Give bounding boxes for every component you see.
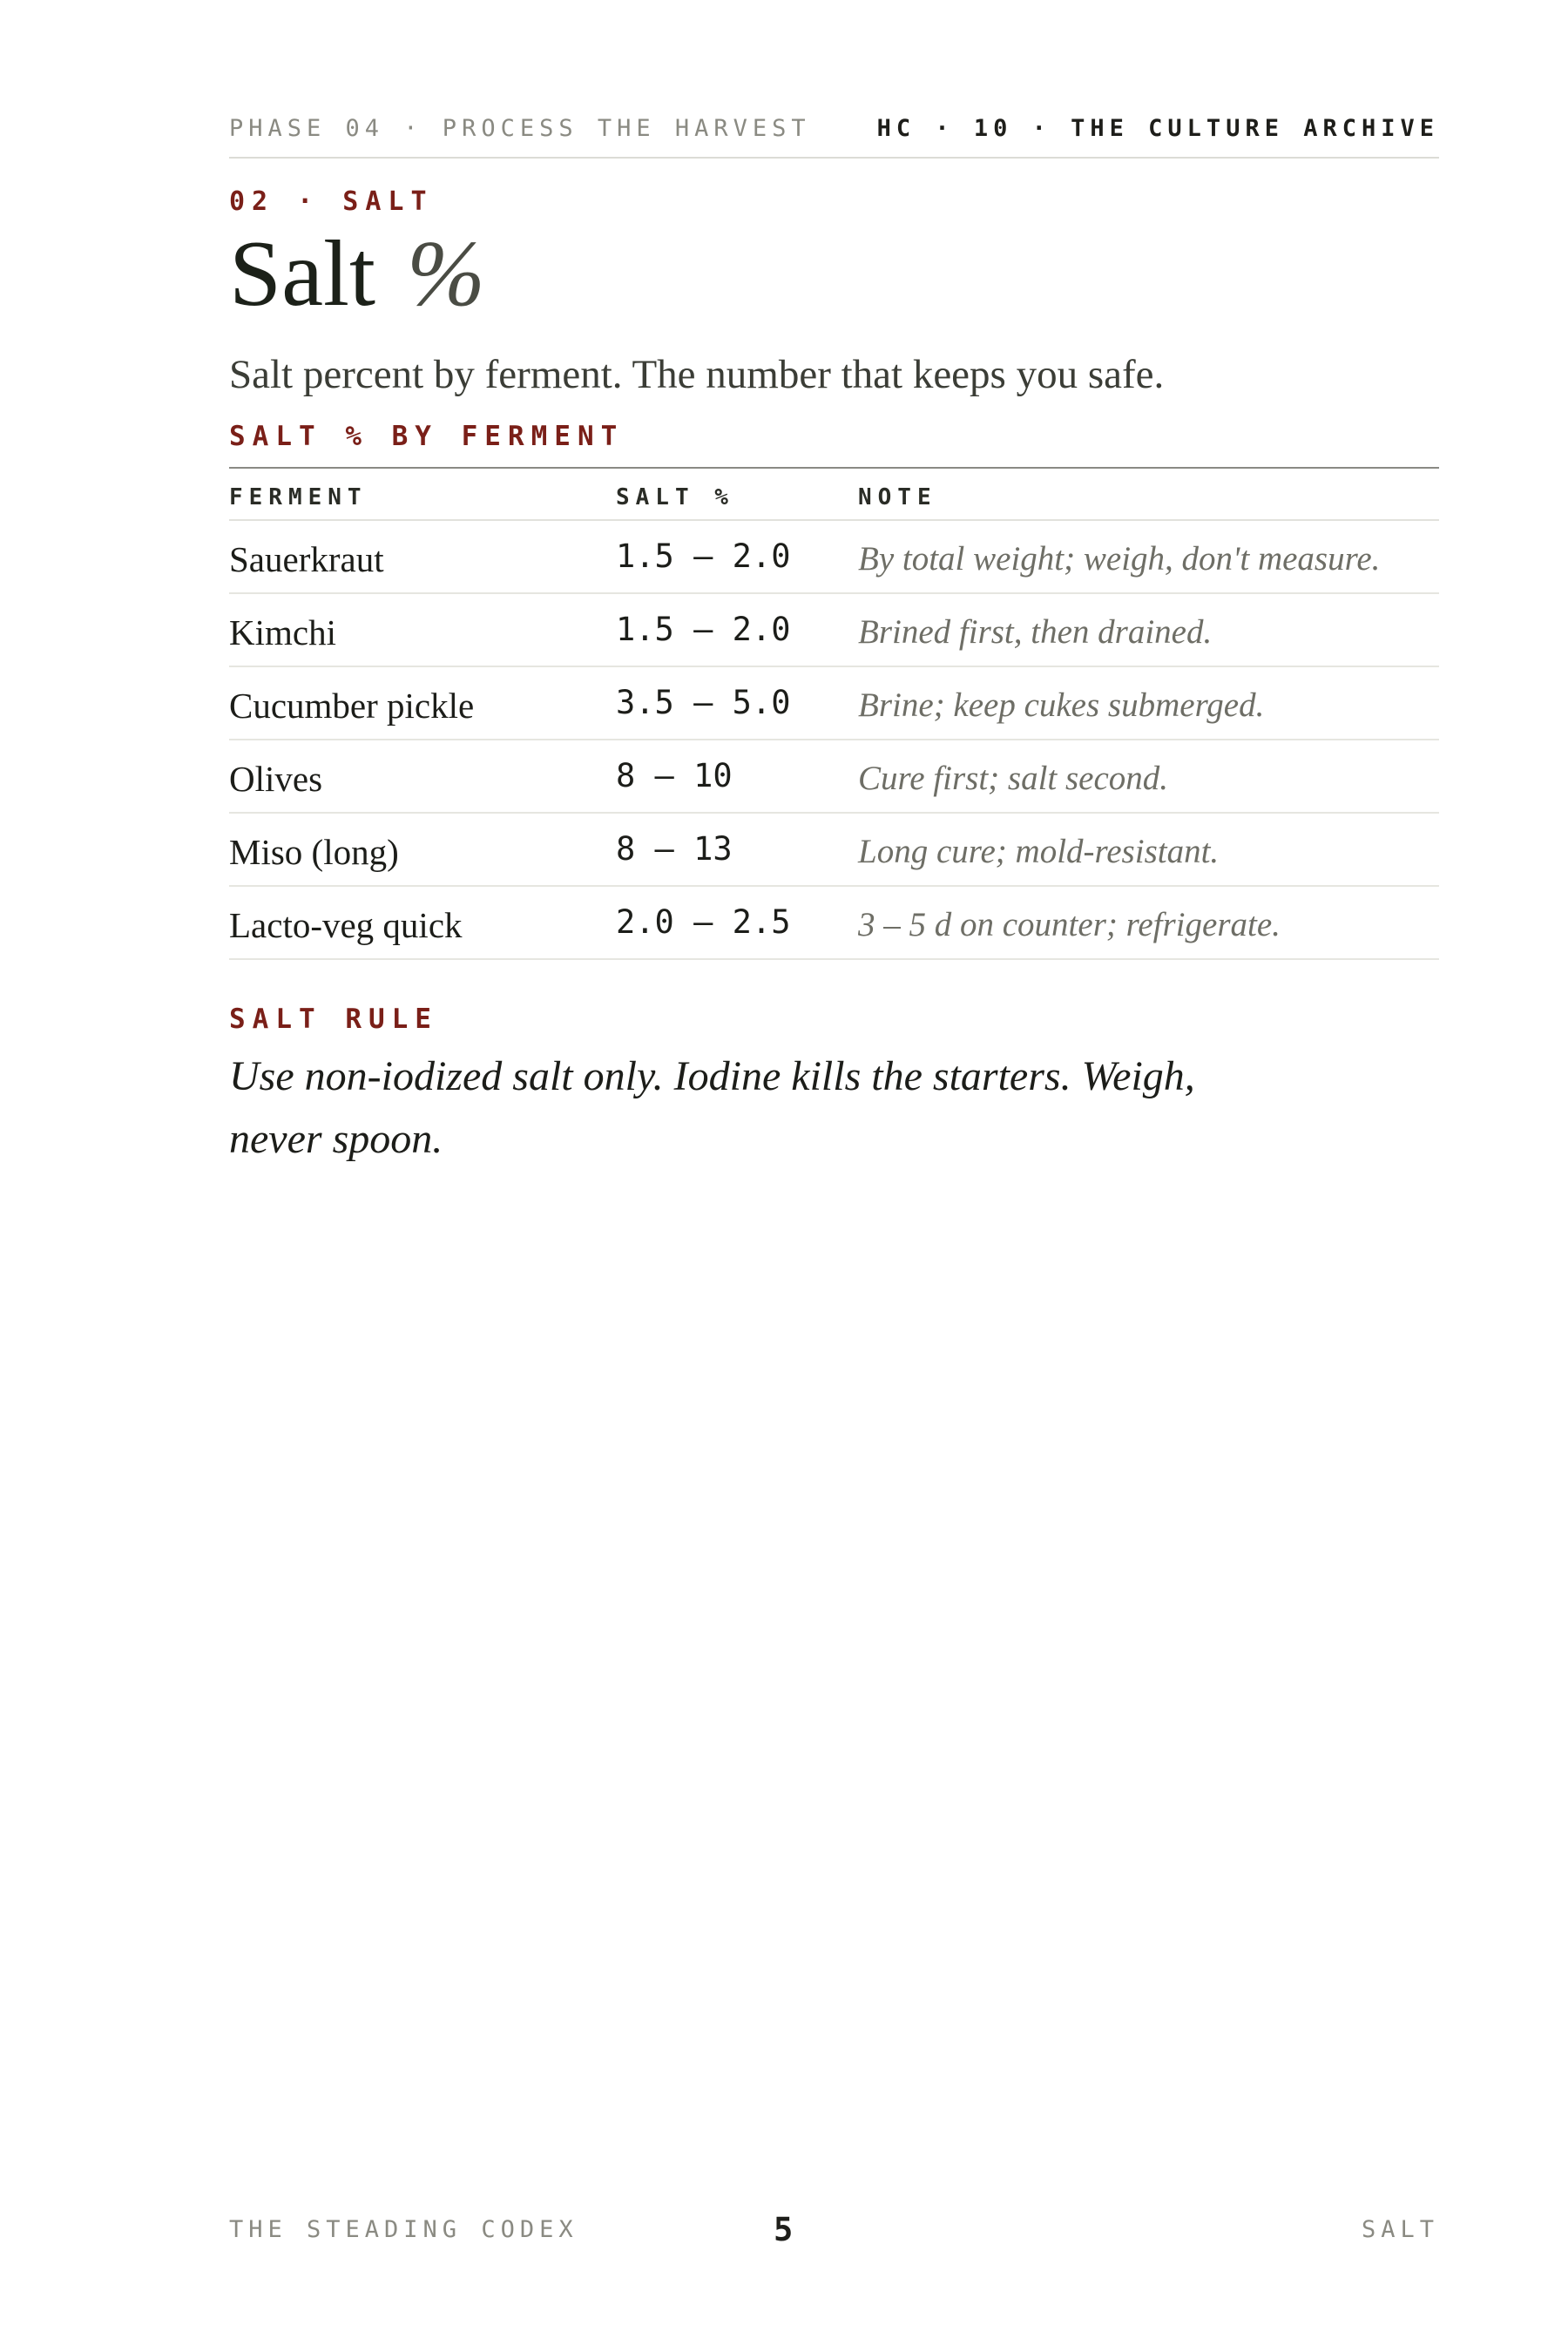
table-row — [229, 667, 1439, 740]
running-footer — [229, 2211, 1439, 2254]
salt-cell: 1.5 – 2.0 — [616, 537, 791, 575]
note-cell: Brine; keep cukes submerged. — [858, 686, 1265, 724]
header-phase-label: PHASE 04 · PROCESS THE HARVEST — [229, 115, 811, 142]
salt-cell: 8 – 13 — [616, 830, 733, 868]
note-cell: By total weight; weigh, don't measure. — [858, 540, 1381, 578]
ferment-cell: Kimchi — [229, 612, 336, 652]
ferment-cell: Lacto-veg quick — [229, 905, 463, 945]
ferment-cell: Olives — [229, 759, 323, 799]
table-row — [229, 594, 1439, 667]
header-archive-label: HC · 10 · THE CULTURE ARCHIVE — [876, 115, 1439, 142]
footer-book-title: THE STEADING CODEX — [229, 2216, 578, 2243]
ferment-cell: Cucumber pickle — [229, 686, 475, 726]
table-row — [229, 814, 1439, 887]
ferment-cell: Miso (long) — [229, 832, 399, 872]
column-header-ferment: FERMENT — [229, 484, 368, 510]
footer-section-name: SALT — [1361, 2216, 1439, 2243]
salt-cell: 1.5 – 2.0 — [616, 611, 791, 648]
salt-cell: 3.5 – 5.0 — [616, 684, 791, 721]
page-number: 5 — [774, 2211, 794, 2248]
document-page — [229, 0, 1439, 2352]
page-title-text: Salt — [229, 222, 376, 326]
page-subtitle: Salt percent by ferment. The number that keeps you safe. — [229, 352, 1165, 397]
note-cell: Long cure; mold-resistant. — [858, 833, 1220, 870]
table-row — [229, 887, 1439, 960]
note-cell: Cure first; salt second. — [858, 760, 1169, 797]
percent-glyph: % — [407, 222, 485, 326]
table-header-row — [229, 469, 1439, 521]
rule-label: SALT RULE — [229, 1004, 438, 1035]
note-cell: 3 – 5 d on counter; refrigerate. — [858, 906, 1281, 943]
page-title — [229, 218, 485, 331]
salt-cell: 2.0 – 2.5 — [616, 903, 791, 941]
column-header-salt: SALT % — [616, 484, 734, 510]
section-eyebrow: 02 · SALT — [229, 186, 434, 217]
running-header — [229, 113, 1439, 159]
column-header-note: NOTE — [858, 484, 937, 510]
note-cell: Brined first, then drained. — [858, 613, 1213, 651]
table-row — [229, 521, 1439, 594]
rule-text: Use non-iodized salt only. Iodine kills the starters. Weigh, never spoon. — [229, 1053, 1195, 1162]
table-row — [229, 740, 1439, 814]
salt-table — [229, 467, 1439, 960]
table-label: SALT % BY FERMENT — [229, 421, 625, 452]
salt-cell: 8 – 10 — [616, 757, 733, 794]
ferment-cell: Sauerkraut — [229, 539, 384, 579]
